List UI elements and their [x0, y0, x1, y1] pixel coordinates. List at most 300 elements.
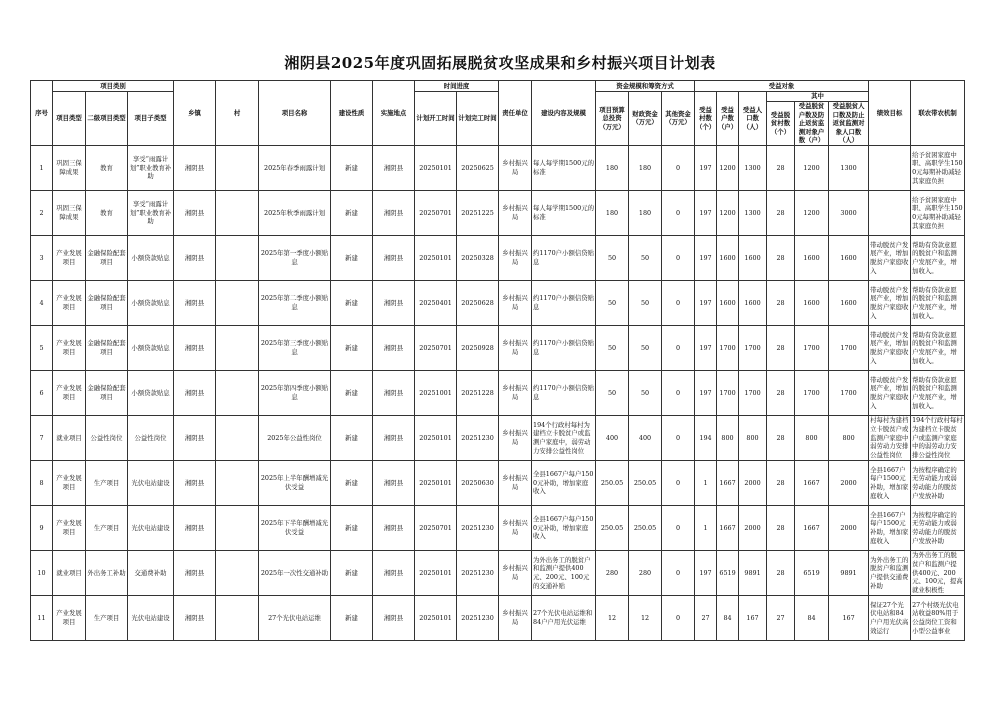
cell-name: [259, 190, 331, 235]
cell-content: [532, 460, 596, 505]
cell-village: [216, 415, 259, 460]
cell-text: 乡村振兴局: [502, 564, 528, 581]
cell-text: 180: [638, 163, 652, 172]
cell-text: 1200: [719, 163, 736, 172]
cell-text: 2000: [840, 523, 857, 532]
cell-text: 金融保险配套项目: [87, 249, 126, 266]
cell-villages: [695, 325, 717, 370]
cell-text: 27个村级光伏电站收益80%用于公益岗位工资和小型公益事业: [912, 600, 959, 635]
cell-text: 2025年公益性岗位: [267, 433, 322, 442]
cell-text: 250.05: [633, 478, 657, 487]
cell-village: [216, 280, 259, 325]
cell-text: 20250101: [419, 568, 452, 577]
cell-villages: [695, 235, 717, 280]
cell-text: 28: [776, 298, 785, 307]
header-fiscal: 财政资金（万元）: [629, 92, 662, 146]
header-content: 建设内容及规模: [532, 81, 596, 146]
cell-text: 就业项目: [56, 568, 82, 577]
cell-goal: [869, 370, 911, 415]
cell-text: 产业发展项目: [56, 519, 82, 536]
cell-poor-people: [829, 325, 869, 370]
header-village: 村: [216, 81, 259, 146]
header-township: 乡镇: [174, 81, 216, 146]
cell-township: [174, 325, 216, 370]
cell-other: [662, 370, 695, 415]
cell-text: 光伏电站建设: [131, 613, 170, 622]
cell-start: [415, 595, 457, 640]
cell-text: 湘阴县: [184, 478, 205, 487]
cell-text: 1600: [719, 253, 736, 262]
table-row: [31, 145, 965, 190]
cell-text: 小额贷款贴息: [131, 388, 170, 397]
cell-seq: [31, 370, 53, 415]
cell-location: [373, 235, 415, 280]
cell-people: [739, 505, 767, 550]
cell-type: [53, 595, 86, 640]
cell-text: 20251230: [461, 523, 494, 532]
cell-start: [415, 235, 457, 280]
cell-poor-villages: [767, 370, 795, 415]
cell-end: [457, 325, 499, 370]
cell-text: 167: [746, 613, 759, 622]
cell-end: [457, 370, 499, 415]
cell-text: 1300: [744, 208, 761, 217]
cell-budget: [596, 550, 629, 595]
cell-text: 生产项目: [93, 478, 120, 487]
cell-text: 0: [675, 523, 681, 532]
cell-text: 1700: [803, 343, 820, 352]
cell-poor-villages: [767, 595, 795, 640]
cell-text: 乡村振兴局: [502, 384, 528, 401]
cell-type: [53, 280, 86, 325]
cell-text: 20251230: [461, 568, 494, 577]
cell-text: 带动脱贫户发展产业，增加脱贫户家庭收入: [870, 240, 909, 275]
cell-poor-villages: [767, 190, 795, 235]
cell-text: 为外出务工的脱贫户和监测户提供交通费补助: [870, 555, 909, 590]
cell-other: [662, 145, 695, 190]
cell-text: 新建: [345, 343, 358, 352]
cell-text: 2025年第二季度小额贴息: [260, 294, 329, 311]
cell-villages: [695, 190, 717, 235]
cell-text: 乡村振兴局: [502, 159, 528, 176]
cell-text: 湘阴县: [383, 343, 404, 352]
cell-text: 新建: [345, 613, 358, 622]
cell-subtype: [128, 505, 174, 550]
cell-text: 250.05: [600, 523, 624, 532]
cell-text: 280: [638, 568, 652, 577]
cell-poor-people: [829, 370, 869, 415]
cell-text: 金融保险配套项目: [87, 294, 126, 311]
cell-text: 湘阴县: [184, 523, 205, 532]
cell-text: 20250630: [461, 478, 494, 487]
cell-unit: [499, 550, 532, 595]
cell-text: 小额贷款贴息: [131, 343, 170, 352]
cell-text: 带动脱贫户发展产业，增加脱贫户家庭收入: [870, 330, 909, 365]
cell-text: 280: [605, 568, 619, 577]
cell-start: [415, 370, 457, 415]
cell-text: 约1170户小额信贷贴息: [533, 384, 595, 401]
cell-type: [53, 550, 86, 595]
cell-text: 800: [721, 433, 734, 442]
cell-text: 外出务工补助: [87, 568, 126, 577]
cell-text: 全县1667户每户1500元补助，增加家庭收入: [870, 510, 909, 545]
cell-text: 带动脱贫户发展产业，增加脱贫户家庭收入: [870, 285, 909, 320]
cell-people: [739, 145, 767, 190]
cell-text: 1600: [840, 253, 857, 262]
cell-village: [216, 370, 259, 415]
cell-poor-people: [829, 415, 869, 460]
cell-text: 1200: [719, 208, 736, 217]
cell-people: [739, 190, 767, 235]
header-nature: 建设性质: [331, 81, 373, 146]
cell-text: 就业项目: [56, 433, 82, 442]
cell-fiscal: [629, 595, 662, 640]
cell-name: [259, 325, 331, 370]
cell-text: 1200: [803, 208, 820, 217]
cell-text: 20250101: [419, 253, 452, 262]
cell-text: 乡村振兴局: [502, 294, 528, 311]
cell-text: 1600: [803, 298, 820, 307]
cell-goal: [869, 190, 911, 235]
cell-type: [53, 235, 86, 280]
cell-text: 教育: [100, 208, 113, 217]
cell-start: [415, 280, 457, 325]
cell-text: 28: [776, 388, 785, 397]
cell-text: 28: [776, 478, 785, 487]
cell-text: 20250101: [419, 613, 452, 622]
cell-text: 20250628: [461, 298, 494, 307]
header-mechanism: 联农带农机制: [911, 81, 965, 146]
cell-village: [216, 325, 259, 370]
header-people: 受益人口数（人）: [739, 92, 767, 146]
cell-subtype: [128, 235, 174, 280]
header-poor-households: 受益脱贫户数及防止返贫监测对象户数（户）: [795, 102, 829, 146]
cell-unit: [499, 145, 532, 190]
cell-other: [662, 550, 695, 595]
cell-people: [739, 415, 767, 460]
cell-text: 0: [675, 208, 681, 217]
cell-content: [532, 415, 596, 460]
cell-text: 50: [607, 388, 617, 397]
table-row: [31, 280, 965, 325]
header-unit: 责任单位: [499, 81, 532, 146]
cell-text: 28: [776, 208, 785, 217]
cell-unit: [499, 505, 532, 550]
cell-mechanism: [911, 325, 965, 370]
cell-text: 20251001: [419, 388, 452, 397]
cell-goal: [869, 460, 911, 505]
cell-text: 2025年第三季度小额贴息: [260, 339, 329, 356]
cell-text: 2025年上半年酬增减光伏受益: [260, 474, 329, 491]
cell-text: 光伏电站建设: [131, 478, 170, 487]
cell-township: [174, 190, 216, 235]
cell-text: 乡村振兴局: [502, 339, 528, 356]
cell-text: 11: [37, 613, 46, 622]
cell-text: 全县1667户每户1500元补助，增加家庭收入: [533, 470, 594, 496]
cell-people: [739, 235, 767, 280]
cell-name: [259, 550, 331, 595]
cell-end: [457, 460, 499, 505]
cell-text: 400: [605, 433, 619, 442]
cell-text: 保证27个光伏电站和84户户用光伏高效运行: [870, 600, 909, 635]
table-body: [31, 145, 965, 640]
cell-text: 2000: [744, 478, 761, 487]
cell-text: 1: [703, 478, 708, 487]
cell-end: [457, 505, 499, 550]
cell-goal: [869, 415, 911, 460]
cell-seq: [31, 505, 53, 550]
cell-name: [259, 505, 331, 550]
cell-text: 1700: [840, 343, 857, 352]
cell-households: [717, 415, 739, 460]
cell-text: 1667: [803, 478, 820, 487]
cell-text: 84: [807, 613, 816, 622]
cell-text: 0: [675, 568, 681, 577]
cell-poor-households: [795, 370, 829, 415]
table-row: [31, 235, 965, 280]
cell-unit: [499, 235, 532, 280]
cell-poor-people: [829, 550, 869, 595]
cell-start: [415, 415, 457, 460]
cell-location: [373, 325, 415, 370]
cell-text: 194: [699, 433, 712, 442]
cell-text: 28: [776, 568, 785, 577]
cell-content: [532, 550, 596, 595]
cell-seq: [31, 280, 53, 325]
cell-other: [662, 235, 695, 280]
cell-budget: [596, 325, 629, 370]
cell-location: [373, 505, 415, 550]
cell-text: 27: [701, 613, 710, 622]
cell-text: 0: [675, 478, 681, 487]
cell-households: [717, 460, 739, 505]
cell-poor-people: [829, 505, 869, 550]
cell-township: [174, 460, 216, 505]
cell-text: 27个光伏电站运维和84户户用光伏运维: [533, 609, 593, 626]
cell-text: 光伏电站建设: [131, 523, 170, 532]
header-end: 计划完工时间: [457, 92, 499, 146]
cell-text: 50: [640, 388, 650, 397]
cell-text: 湘阴县: [184, 388, 205, 397]
cell-nature: [331, 190, 373, 235]
cell-text: 金融保险配套项目: [87, 339, 126, 356]
cell-location: [373, 460, 415, 505]
cell-text: 6519: [803, 568, 820, 577]
cell-location: [373, 370, 415, 415]
cell-location: [373, 190, 415, 235]
cell-text: 27: [776, 613, 785, 622]
cell-type: [53, 460, 86, 505]
cell-poor-villages: [767, 415, 795, 460]
cell-poor-villages: [767, 235, 795, 280]
cell-content: [532, 595, 596, 640]
cell-goal: [869, 325, 911, 370]
cell-fiscal: [629, 235, 662, 280]
cell-township: [174, 505, 216, 550]
cell-nature: [331, 235, 373, 280]
cell-text: 20250101: [419, 433, 452, 442]
cell-budget: [596, 505, 629, 550]
table-row: [31, 325, 965, 370]
cell-text: 50: [640, 343, 650, 352]
cell-nature: [331, 280, 373, 325]
cell-text: 6519: [719, 568, 736, 577]
cell-text: 1200: [803, 163, 820, 172]
cell-poor-people: [829, 190, 869, 235]
cell-township: [174, 145, 216, 190]
cell-text: 1600: [803, 253, 820, 262]
cell-text: 20250101: [419, 478, 452, 487]
cell-text: 0: [675, 343, 681, 352]
cell-village: [216, 190, 259, 235]
cell-poor-people: [829, 595, 869, 640]
cell-text: 产业发展项目: [56, 474, 82, 491]
cell-text: 为按程序确定的无劳动能力或弱劳动能力的脱贫户发放补助: [912, 510, 957, 545]
cell-text: 乡村振兴局: [502, 429, 528, 446]
cell-subtype: [128, 325, 174, 370]
cell-name: [259, 280, 331, 325]
cell-people: [739, 550, 767, 595]
cell-text: 20251225: [461, 208, 494, 217]
cell-villages: [695, 505, 717, 550]
cell-location: [373, 280, 415, 325]
cell-name: [259, 370, 331, 415]
cell-subtype: [128, 280, 174, 325]
cell-subtype: [128, 415, 174, 460]
cell-other: [662, 280, 695, 325]
cell-other: [662, 505, 695, 550]
cell-mechanism: [911, 415, 965, 460]
cell-unit: [499, 325, 532, 370]
cell-seq: [31, 595, 53, 640]
cell-text: 2: [39, 208, 44, 217]
cell-text: 湘阴县: [383, 523, 404, 532]
cell-poor-villages: [767, 145, 795, 190]
cell-village: [216, 145, 259, 190]
cell-text: 0: [675, 163, 681, 172]
cell-text: 乡村振兴局: [502, 519, 528, 536]
cell-text: 20250401: [419, 298, 452, 307]
cell-text: 1700: [719, 388, 736, 397]
cell-text: 7: [39, 433, 44, 442]
cell-text: 给予贫困家庭中职、高职学生1500元每期补助减轻其家庭负担: [912, 150, 963, 185]
cell-people: [739, 595, 767, 640]
cell-goal: [869, 235, 911, 280]
cell-people: [739, 370, 767, 415]
cell-start: [415, 190, 457, 235]
cell-township: [174, 550, 216, 595]
cell-poor-households: [795, 280, 829, 325]
cell-text: 5: [39, 343, 44, 352]
table-row: [31, 190, 965, 235]
cell-text: 50: [607, 343, 617, 352]
cell-budget: [596, 595, 629, 640]
cell-villages: [695, 370, 717, 415]
cell-unit: [499, 415, 532, 460]
header-fund-group: 资金规模和筹资方式: [596, 81, 695, 92]
cell-text: 50: [640, 298, 650, 307]
cell-poor-villages: [767, 460, 795, 505]
cell-text: 为按程序确定的无劳动能力或弱劳动能力的脱贫户发放补助: [912, 465, 957, 500]
cell-text: 20250701: [419, 523, 452, 532]
cell-text: 1667: [719, 523, 736, 532]
cell-text: 20251228: [461, 388, 494, 397]
cell-text: 2025年下半年酬增减光伏受益: [260, 519, 329, 536]
cell-people: [739, 325, 767, 370]
cell-text: 新建: [345, 523, 358, 532]
cell-mechanism: [911, 280, 965, 325]
cell-location: [373, 145, 415, 190]
cell-text: 0: [675, 433, 681, 442]
cell-poor-people: [829, 280, 869, 325]
cell-text: 产业发展项目: [56, 339, 82, 356]
cell-fiscal: [629, 325, 662, 370]
cell-text: 湘阴县: [184, 163, 205, 172]
cell-poor-villages: [767, 505, 795, 550]
cell-text: 6: [39, 388, 44, 397]
cell-text: 湘阴县: [383, 613, 404, 622]
cell-content: [532, 325, 596, 370]
cell-text: 4: [39, 298, 44, 307]
cell-text: 享受“雨露计划”职业教育补助: [129, 200, 172, 226]
cell-text: 0: [675, 388, 681, 397]
cell-village: [216, 595, 259, 640]
cell-text: 20250625: [461, 163, 494, 172]
cell-text: 帮助有贷款意愿的脱贫户和监测户发展产业，增加收入。: [912, 330, 957, 365]
cell-text: 2000: [744, 523, 761, 532]
header-villages: 受益村数（个）: [695, 92, 717, 146]
cell-fiscal: [629, 370, 662, 415]
cell-text: 2025年一次性交通补助: [260, 568, 329, 577]
cell-text: 湘阴县: [184, 298, 205, 307]
cell-fiscal: [629, 415, 662, 460]
cell-content: [532, 145, 596, 190]
cell-text: 小额贷款贴息: [131, 253, 170, 262]
cell-text: 1300: [840, 163, 857, 172]
cell-other: [662, 190, 695, 235]
cell-start: [415, 325, 457, 370]
cell-text: 交通费补助: [134, 568, 167, 577]
cell-end: [457, 235, 499, 280]
cell-text: 公益性岗位: [134, 433, 167, 442]
cell-text: 400: [638, 433, 652, 442]
cell-fiscal: [629, 280, 662, 325]
cell-text: 湘阴县: [383, 388, 404, 397]
cell-poor-households: [795, 460, 829, 505]
cell-budget: [596, 415, 629, 460]
cell-poor-households: [795, 595, 829, 640]
cell-nature: [331, 415, 373, 460]
cell-text: 197: [699, 208, 712, 217]
cell-text: 乡村振兴局: [502, 204, 528, 221]
cell-content: [532, 190, 596, 235]
table-row: [31, 370, 965, 415]
cell-unit: [499, 370, 532, 415]
cell-text: 28: [776, 343, 785, 352]
cell-text: 湘阴县: [383, 568, 404, 577]
cell-seq: [31, 325, 53, 370]
cell-text: 新建: [345, 208, 358, 217]
cell-text: 1700: [744, 388, 761, 397]
cell-households: [717, 505, 739, 550]
cell-text: 湘阴县: [184, 253, 205, 262]
cell-nature: [331, 145, 373, 190]
cell-mechanism: [911, 550, 965, 595]
header-start: 计划开工时间: [415, 92, 457, 146]
cell-township: [174, 235, 216, 280]
table-row: [31, 460, 965, 505]
cell-poor-households: [795, 415, 829, 460]
